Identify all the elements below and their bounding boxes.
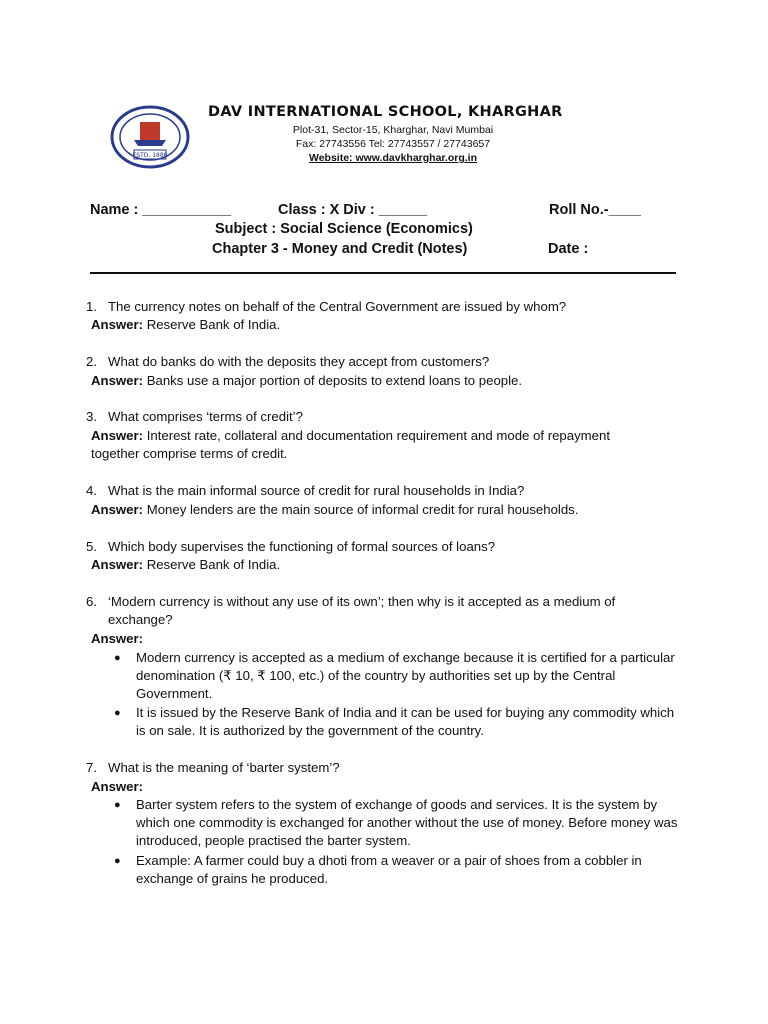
answer-7-label: Answer: [91,779,144,794]
answer-6-label: Answer: [91,631,144,646]
roll-field: Roll No.-____ [549,202,641,218]
class-field: Class : X Div : ______ [278,202,428,218]
answer-3: Answer: Interest rate, collateral and documentation requirement and mode of repayment together comprise terms of credit. [91,428,610,461]
school-logo [104,104,196,170]
answer-4: Answer: Money lenders are the main source of informal credit for rural households. [91,502,579,517]
date-field: Date : [548,241,589,257]
answer-1: Answer: Reserve Bank of India. [91,317,281,332]
subject-line: Subject : Social Science (Economics) [215,221,473,237]
answer-2: Answer: Banks use a major portion of deposits to extend loans to people. [91,373,523,388]
school-name: DAV INTERNATIONAL SCHOOL, KHARGHAR [208,104,563,120]
svg-text:ESTD. 1886: ESTD. 1886 [132,152,168,159]
header-divider [90,272,676,274]
address-line-1: Plot-31, Sector-15, Kharghar, Navi Mumbai [292,124,494,136]
chapter-line: Chapter 3 - Money and Credit (Notes) [212,241,468,257]
website-link[interactable]: Website: www.davkharghar.org.in [308,152,478,164]
name-field: Name : ___________ [90,202,232,218]
address-line-2: Fax: 27743556 Tel: 27743557 / 27743657 [295,138,491,150]
answer-5: Answer: Reserve Bank of India. [91,557,281,572]
document-page: ESTD. 1886 DAV INTERNATIONAL SCHOOL, KHARGHAR Plot-31, Sector-15, Kharghar, Navi Mumbai Fax: 27743556 Tel: 27743557 / 27743657 Website: www.davkharghar.org.in Name : ___________ Class : X Div : ______ Roll No.-____ Subject : Social Science (Economics) Chapter 3 - Money and Credit (Notes) Date : 1. The currency notes on behalf of the Central Government are issued by whom? Answer: Reserve Bank of India. 2. What do banks do with the deposits they accept from customers? Answer: Banks use a major portion of deposits to extend loans to people. 3. What comprises ‘terms of credit’? Answer: Interest rate, collateral and documentation requirement and mode of repayment together comprise terms of credit. 4. What is the main informal source of credit for rural households in India? Answer: Money lenders are the main source of informal credit for rural households. 5. Which body supervises the functioning of formal sources of loans? Answer: Reserve Bank of India. 6. ‘Modern currency is without any use of its own’; then why is it accepted as a medium of exchange? Answer: ● Modern currency is accepted as a medium of exchange because it is certified for a particular denomination (₹ 10, ₹ 100, etc.) of the country by authorities set up by the Central Government. ● It is issued by the Reserve Bank of India and it can be used for buying any commodity which is on sale. It is authorized by the government of the country. 7. What is the meaning of ‘barter system’? Answer: ● Barter system refers to the system of exchange of goods and services. It is the system by which one commodity is exchanged for another without the use of money. Before money was introduced, people practised the barter system. ● Example: A farmer could buy a dhoti from a weaver or a pair of shoes from a cobbler in exchange of grains he produced. [86,104,678,886]
